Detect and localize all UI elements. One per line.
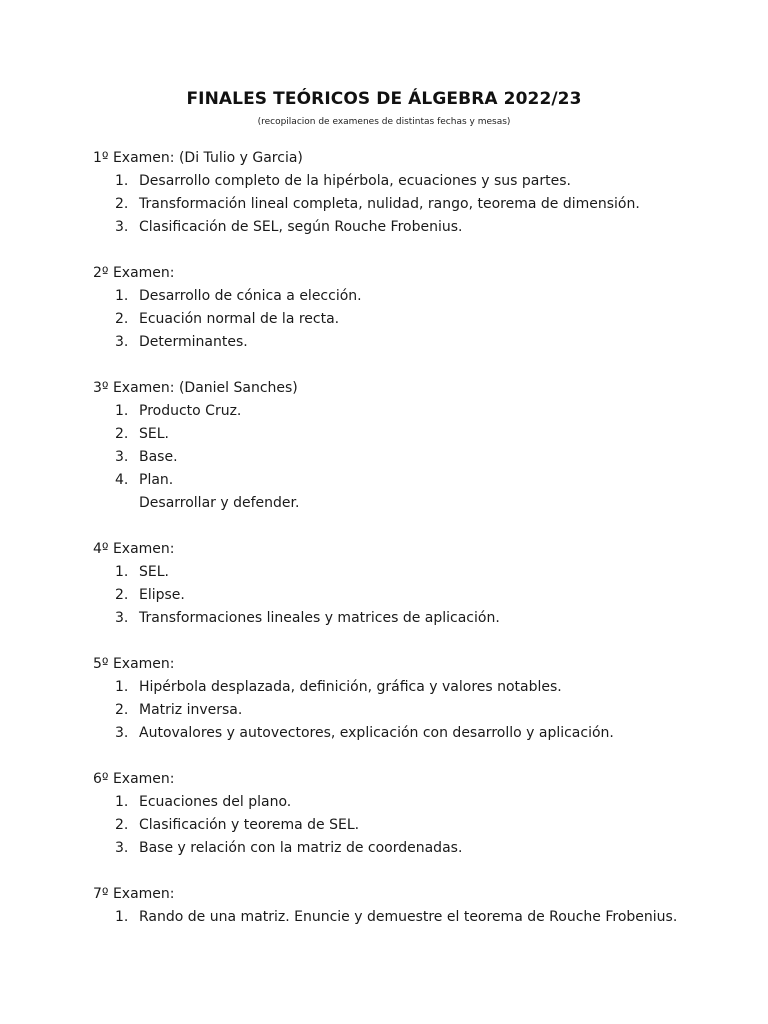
exam-heading: 6º Examen:: [93, 771, 175, 787]
topic-text: Clasificación y teorema de SEL.: [139, 817, 360, 833]
exam-topic-list: [93, 285, 733, 354]
exam-topic: [93, 285, 733, 308]
exam-heading: 1º Examen: (Di Tulio y Garcia): [93, 150, 303, 166]
topic-text: SEL.: [139, 426, 169, 442]
topic-number: 3.: [115, 334, 129, 350]
exam-section: [93, 262, 733, 354]
exam-topic: [93, 561, 733, 584]
topic-number: 2.: [115, 426, 129, 442]
topic-text: Desarrollo completo de la hipérbola, ecuaciones y sus partes.: [139, 173, 571, 189]
exam-topic: [93, 837, 733, 860]
topic-text: Matriz inversa.: [139, 702, 243, 718]
exam-section: [93, 883, 733, 929]
exam-heading: 7º Examen:: [93, 886, 175, 902]
topic-number: 1.: [115, 794, 129, 810]
topic-number: 3.: [115, 610, 129, 626]
topic-text: Clasificación de SEL, según Rouche Frobenius.: [139, 219, 463, 235]
exam-topic: [93, 216, 733, 239]
topic-number: 2.: [115, 196, 129, 212]
exam-section: [93, 538, 733, 630]
exam-topic: [93, 722, 733, 745]
topic-text: Ecuaciones del plano.: [139, 794, 292, 810]
topic-text: Rando de una matriz. Enuncie y demuestre el teorema de Rouche Frobenius.: [139, 909, 678, 925]
exam-topic-list: [93, 676, 733, 745]
exam-topic-list: [93, 170, 733, 239]
exam-topic: [93, 676, 733, 699]
topic-text: Transformación lineal completa, nulidad, rango, teorema de dimensión.: [139, 196, 640, 212]
topic-text: Hipérbola desplazada, definición, gráfica y valores notables.: [139, 679, 562, 695]
exam-topic: [93, 400, 733, 423]
topic-text: Transformaciones lineales y matrices de aplicación.: [139, 610, 500, 626]
exam-topic-list: [93, 561, 733, 630]
topic-text: Autovalores y autovectores, explicación con desarrollo y aplicación.: [139, 725, 614, 741]
exam-topic: [93, 699, 733, 722]
exam-topic-list: [93, 791, 733, 860]
document-subtitle: (recopilacion de examenes de distintas fechas y mesas): [257, 117, 511, 127]
topic-number: 2.: [115, 311, 129, 327]
exam-topic: [93, 791, 733, 814]
exam-topic: [93, 446, 733, 469]
exam-section: [93, 147, 733, 239]
exam-topic: [93, 906, 733, 929]
topic-number: 3.: [115, 725, 129, 741]
topic-number: 4.: [115, 472, 129, 488]
exam-section: [93, 768, 733, 860]
document-title: FINALES TEÓRICOS DE ÁLGEBRA 2022/23: [186, 89, 582, 109]
topic-text: Base y relación con la matriz de coordenadas.: [139, 840, 463, 856]
exam-heading: 5º Examen:: [93, 656, 175, 672]
exam-topic: [93, 584, 733, 607]
topic-text: Plan.: [139, 472, 174, 488]
exam-topic-list: [93, 400, 733, 492]
topic-number: 2.: [115, 817, 129, 833]
exam-topic: [93, 607, 733, 630]
exam-topic: [93, 170, 733, 193]
exam-topic: [93, 308, 733, 331]
exam-topic: [93, 814, 733, 837]
topic-number: 3.: [115, 449, 129, 465]
exam-note: Desarrollar y defender.: [139, 495, 300, 511]
topic-text: Base.: [139, 449, 178, 465]
topic-text: Producto Cruz.: [139, 403, 242, 419]
exam-topic: [93, 331, 733, 354]
topic-text: Desarrollo de cónica a elección.: [139, 288, 362, 304]
exam-topic: [93, 423, 733, 446]
topic-number: 1.: [115, 564, 129, 580]
topic-number: 2.: [115, 587, 129, 603]
topic-text: Ecuación normal de la recta.: [139, 311, 340, 327]
exam-list: [93, 147, 733, 952]
topic-text: Elipse.: [139, 587, 185, 603]
topic-number: 1.: [115, 288, 129, 304]
topic-number: 3.: [115, 840, 129, 856]
topic-number: 2.: [115, 702, 129, 718]
exam-heading: 2º Examen:: [93, 265, 175, 281]
exam-topic: [93, 193, 733, 216]
exam-section: [93, 377, 733, 515]
topic-number: 1.: [115, 403, 129, 419]
topic-number: 3.: [115, 219, 129, 235]
topic-number: 1.: [115, 173, 129, 189]
exam-heading: 3º Examen: (Daniel Sanches): [93, 380, 298, 396]
topic-number: 1.: [115, 909, 129, 925]
topic-text: Determinantes.: [139, 334, 248, 350]
exam-topic-list: [93, 906, 733, 929]
exam-topic: [93, 469, 733, 492]
exam-section: [93, 653, 733, 745]
topic-number: 1.: [115, 679, 129, 695]
topic-text: SEL.: [139, 564, 169, 580]
exam-heading: 4º Examen:: [93, 541, 175, 557]
